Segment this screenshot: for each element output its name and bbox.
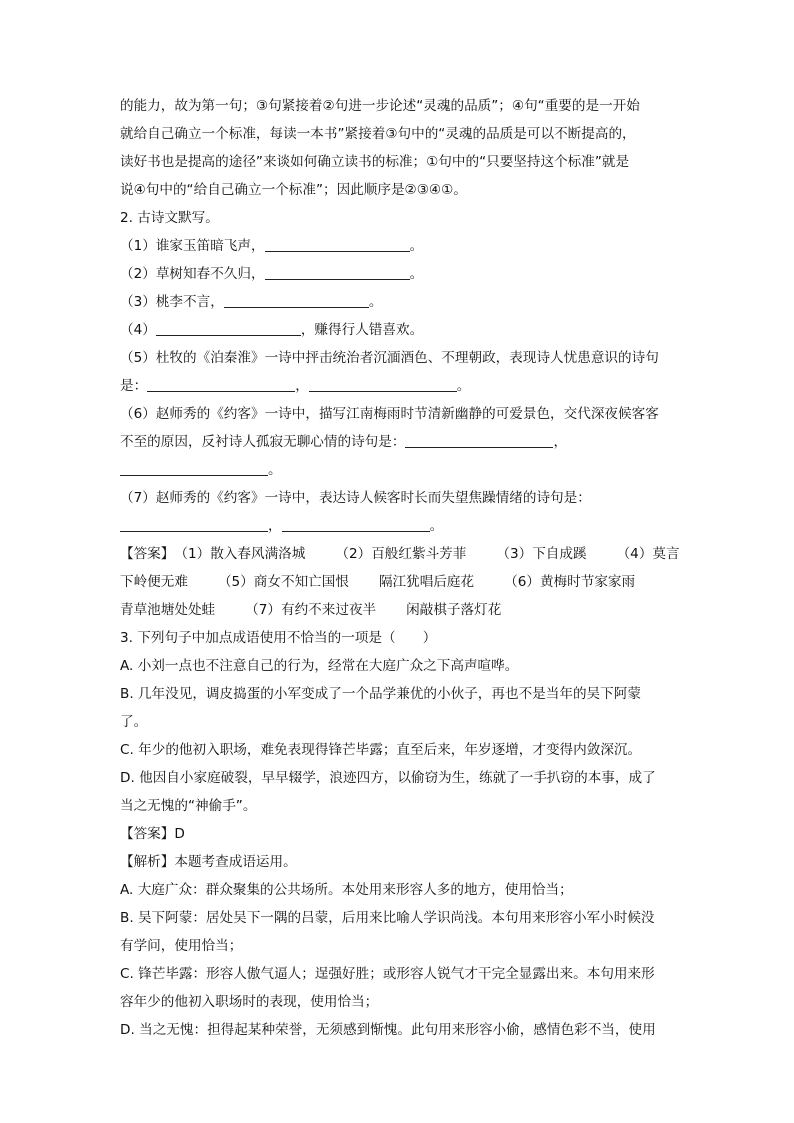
q3-option-c: C. 年少的他初入职场，难免表现得锋芒毕露；直至后来，年岁逐增，才变得内敛深沉。 xyxy=(120,742,642,758)
answer-blank[interactable] xyxy=(265,261,410,280)
q2-item-7-text: （7）赵师秀的《约客》一诗中，表达诗人候客时长而失望焦躁情绪的诗句是： xyxy=(120,490,591,506)
intro-line-1: 的能力，故为第一句；③句紧接着②句进一步论述“灵魂的品质”；④句“重要的是一开始 xyxy=(120,98,640,114)
q3-explanation-c: C. 锋芒毕露：形容人傲气逼人；逞强好胜；或形容人锐气才干完全显露出来。本句用来形 xyxy=(120,966,655,982)
q2-item-3: （3）桃李不言， 。 xyxy=(120,288,680,316)
q3-option-b-cont: 了。 xyxy=(120,714,148,730)
intro-line-2: 就给自己确立一个标准，每读一本书”紧接着③句中的“灵魂的品质是可以不断提高的， xyxy=(120,126,636,142)
q3-answer: 【答案】D xyxy=(120,826,185,842)
q3-explanation-a: A. 大庭广众：群众聚集的公共场所。本处用来形容人多的地方，使用恰当； xyxy=(120,882,573,898)
q2-title: 2. 古诗文默写。 xyxy=(120,210,219,226)
answer-blank[interactable] xyxy=(224,289,369,308)
q3-explanation-b-cont: 有学问，使用恰当； xyxy=(120,938,243,954)
q2-answer-line-2: 下岭便无难 （5）商女不知亡国恨 隔江犹唱后庭花 （6）黄梅时节家家雨 xyxy=(120,574,636,590)
q2-answer-line-1: 【答案】（1）散入春风满洛城 （2）百般红紫斗芳菲 （3）下自成蹊 （4）莫言 xyxy=(120,546,680,562)
answer-blank[interactable] xyxy=(156,317,301,336)
q2-item-4: （4） ，赚得行人错喜欢。 xyxy=(120,316,680,344)
q2-item-1: （1）谁家玉笛暗飞声， 。 xyxy=(120,232,680,260)
answer-blank[interactable] xyxy=(405,429,553,448)
intro-line-3: 读好书也是提高的途径”来谈如何确立读书的标准；①句中的“只要坚持这个标准”就是 xyxy=(120,154,630,170)
answer-blank[interactable] xyxy=(282,513,430,532)
q3-explanation-c-cont: 容年少的他初入职场时的表现，使用恰当； xyxy=(120,994,379,1010)
q2-item-5-blanks: 是： ， 。 xyxy=(120,372,680,400)
q3-analysis-title: 【解析】本题考查成语运用。 xyxy=(120,854,297,870)
answer-blank[interactable] xyxy=(120,457,268,476)
answer-blank[interactable] xyxy=(309,373,457,392)
q3-option-a: A. 小刘一点也不注意自己的行为，经常在大庭广众之下高声喧哗。 xyxy=(120,658,519,674)
q2-item-6-text: （6）赵师秀的《约客》一诗中，描写江南梅雨时节清新幽静的可爱景色，交代深夜候客客 xyxy=(120,406,659,422)
q2-answer-line-3: 青草池塘处处蛙 （7）有约不来过夜半 闲敲棋子落灯花 xyxy=(120,602,502,618)
q2-item-6-blank-2: 。 xyxy=(120,456,680,484)
q3-explanation-d: D. 当之无愧：担得起某种荣誉，无须感到惭愧。此句用来形容小偷，感情色彩不当，使用 xyxy=(120,1022,656,1038)
q3-option-b: B. 几年没见，调皮捣蛋的小军变成了一个品学兼优的小伙子，再也不是当年的吴下阿蒙 xyxy=(120,686,641,702)
q2-item-7-blanks: ， 。 xyxy=(120,512,680,540)
q2-item-6-blank-1: 不至的原因，反衬诗人孤寂无聊心情的诗句是： ， xyxy=(120,428,680,456)
answer-blank[interactable] xyxy=(120,513,268,532)
q3-option-d: D. 他因自小家庭破裂，早早辍学，浪迹四方，以偷窃为生，练就了一手扒窃的本事，成了 xyxy=(120,770,656,786)
q3-explanation-b: B. 吴下阿蒙：居处吴下一隅的吕蒙，后用来比喻人学识尚浅。本句用来形容小军小时候没 xyxy=(120,910,655,926)
answer-blank[interactable] xyxy=(147,373,295,392)
q3-option-d-cont: 当之无愧的“神偷手”。 xyxy=(120,798,257,814)
intro-line-4: 说④句中的“给自己确立一个标准”；因此顺序是②③④①。 xyxy=(120,182,467,198)
document-page xyxy=(120,92,680,1044)
q2-item-2: （2）草树知春不久归， 。 xyxy=(120,260,680,288)
q3-title: 3. 下列句子中加点成语使用不恰当的一项是（ ） xyxy=(120,630,437,646)
q2-item-5-text: （5）杜牧的《泊秦淮》一诗中抨击统治者沉湎酒色、不理朝政，表现诗人忧患意识的诗句 xyxy=(120,350,659,366)
answer-blank[interactable] xyxy=(265,233,410,252)
